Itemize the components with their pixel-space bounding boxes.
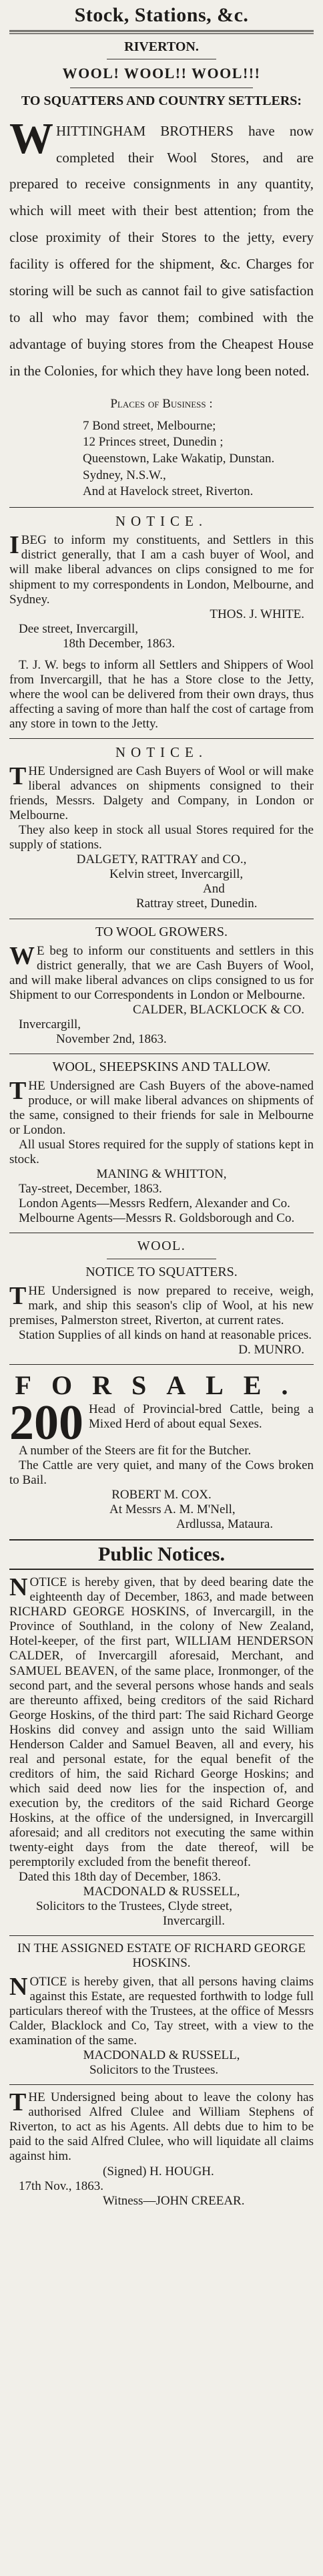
- drop-cap: W: [9, 941, 35, 970]
- ad-headline: WOOL, SHEEPSKINS AND TALLOW.: [52, 1059, 271, 1074]
- ad-body-text: HITTINGHAM BROTHERS have now completed their Wool Stores, and are prepared to receive consignments in any quantity, which will meet with their best attention; from the close proximity of their Stores to the jetty, every facility is offered for the shipment, &c. Charges for storing will be such as cannot fail to give satisfaction to all who may favor them; combined with the advantage of buying stores from the Cheapest House in the Colonies, for which they have long been noted.: [9, 122, 314, 379]
- ad-date: November 2nd, 1863.: [56, 1031, 167, 1046]
- notice-hoskins-deed: [9, 1575, 314, 1929]
- drop-cap: T: [9, 2088, 27, 2117]
- drop-cap: T: [9, 1077, 27, 1106]
- ad-postscript: T. J. W. begs to inform all Settlers and Shippers of Wool from Invercargill, that he has a Store close to the Jetty, where the wool can be delivered from their own drays, thus affecting a saving of more than half the cost of cartage from any store in town to the Jetty.: [9, 657, 314, 731]
- ad-signature: THOS. J. WHITE.: [210, 607, 304, 621]
- header-rule: [9, 30, 314, 34]
- notice-separator: [9, 1935, 314, 1936]
- ad-address: Rattray street, Dunedin.: [136, 897, 258, 911]
- notice-assigned-estate: [9, 1941, 314, 2078]
- ad-body-text: HE Undersigned are Cash Buyers of Wool or will make liberal advances on shipments consigned to their friends, Messrs. Dalgety and Company, in London or Melbourne.: [9, 764, 314, 823]
- ad-subhead: NOTICE TO SQUATTERS.: [85, 1264, 238, 1279]
- ad-body: [9, 533, 314, 607]
- ad-headline: WOOL! WOOL!! WOOL!!!: [62, 64, 261, 82]
- notice-witness: Witness—JOHN CREEAR.: [103, 2193, 245, 2208]
- place-item: Sydney, N.S.W.,: [83, 468, 166, 482]
- ad-place: RIVERTON.: [124, 39, 199, 54]
- ad-signature: DALGETY, RATTRAY and CO.,: [76, 852, 247, 867]
- ad-body-2: They also keep in stock all usual Stores required for the supply of stations.: [9, 823, 314, 852]
- ad-signature: D. MUNRO.: [238, 1342, 304, 1357]
- ad-body-text: HE Undersigned are Cash Buyers of the above-named produce, or will make liberal advances on shipments of the same, consigned to their friends for sale in Melbourne or London.: [9, 1079, 314, 1138]
- drop-cap: I: [9, 531, 19, 560]
- places-list: [9, 418, 314, 500]
- notice-separator: [9, 2084, 314, 2085]
- drop-cap: W: [9, 114, 53, 163]
- ad-body-2: A number of the Steers are fit for the Butcher.: [19, 1444, 252, 1458]
- ad-signature: ROBERT M. COX.: [111, 1488, 212, 1502]
- notice-signature: MACDONALD & RUSSELL,: [83, 2048, 240, 2063]
- ad-address: Dee street, Invercargill,: [19, 621, 139, 636]
- place-item: And at Havelock street, Riverton.: [83, 484, 254, 499]
- ad-calder: [9, 925, 314, 1047]
- ad-whittingham: [9, 39, 314, 500]
- ad-address: Kelvin street, Invercargill,: [109, 867, 244, 882]
- ad-body-2: Station Supplies of all kinds on hand at reasonable prices.: [19, 1327, 312, 1342]
- place-item: 12 Princes street, Dunedin ;: [83, 435, 224, 450]
- ad-headline: NOTICE.: [115, 513, 208, 530]
- notice-body: [9, 2090, 314, 2164]
- ad-maning: [9, 1060, 314, 1227]
- ad-body: [9, 941, 314, 1003]
- places-title: Places of Business :: [110, 396, 213, 411]
- ad-address: Ardlussa, Mataura.: [176, 1517, 274, 1532]
- ad-body-text: HE Undersigned is now prepared to receive, weigh, mark, and ship this season's clip of Wool, at his new premises, Palmerston street, Riverton, at current rates.: [9, 1283, 314, 1327]
- ad-body: [9, 764, 314, 823]
- ad-headline: TO WOOL GROWERS.: [95, 924, 228, 939]
- ad-address: At Messrs A. M. M'Nell,: [109, 1502, 236, 1517]
- notice-body-text: OTICE is hereby given, that by deed bearing date the eighteenth day of December, 1863, and made between RICHARD GEORGE HOSKINS, of Invercargill, in the Province of Southland, in the colony of New Zealand, Hotel-keeper, of the first part, WILLIAM HENDERSON CALDER, of Invercargill aforesaid, Merchant, and SAMUEL BEAVEN, of the same place, Ironmonger, of the second part, and the several persons whose hands and seals are thereunto affixed, being creditors of the said Richard George Hoskins, of the third part: The said Richard George Hoskins did convey and assign unto the said William Henderson Calder and Samuel Beaven, all and every, his real and personal estate, for the equal benefit of the creditors of him, the said Richard George Hoskins; and which said deed now lies for the inspection of, and execution by, the creditors of the said Richard George Hoskins, at the office of the undersigned, in Invercargill aforesaid; and all creditors not executing the same within twenty-eight days from the date thereof, will be peremptorily excluded from the benefit thereof.: [9, 1575, 314, 1869]
- ad-dalgety: [9, 744, 314, 912]
- notice-body: [9, 1575, 314, 1870]
- notice-date: 17th Nov., 1863.: [19, 2179, 104, 2193]
- ad-separator: [9, 507, 314, 508]
- ad-date: 18th December, 1863.: [63, 636, 176, 651]
- section-header: Stock, Stations, &c.: [74, 4, 249, 26]
- notice-place: Invercargill.: [163, 1914, 226, 1929]
- notice-body: [9, 1975, 314, 2048]
- notice-signature: MACDONALD & RUSSELL,: [83, 1884, 240, 1899]
- ad-body: [9, 1079, 314, 1138]
- notice-solicitors: Solicitors to the Trustees, Clyde street,: [36, 1899, 232, 1913]
- place-item: 7 Bond street, Melbourne;: [83, 418, 216, 433]
- notice-hough: [9, 2090, 314, 2208]
- ad-body-3: The Cattle are very quiet, and many of the Cows broken to Bail.: [9, 1458, 314, 1488]
- ad-agents: London Agents—Messrs Redfern, Alexander and Co.: [19, 1196, 290, 1211]
- ad-headline: WOOL.: [137, 1239, 186, 1254]
- drop-cap: T: [9, 762, 27, 791]
- drop-cap: N: [9, 1973, 28, 2001]
- ad-white: [9, 513, 314, 732]
- ad-separator: [9, 738, 314, 739]
- ad-address: Tay-street, December, 1863.: [19, 1182, 162, 1196]
- ad-body-2: All usual Stores required for the supply of stations kept in stock.: [9, 1138, 314, 1167]
- notice-body-text: HE Undersigned being about to leave the colony has authorised Alfred Clulee and William Stephens of Riverton, to act as his Agents. All debts due to him to be paid to the said Alfred Clulee, who will liquidate all claims against him.: [9, 2090, 314, 2164]
- notice-solicitors: Solicitors to the Trustees.: [89, 2063, 219, 2078]
- notice-headline: IN THE ASSIGNED ESTATE OF RICHARD GEORGE HOSKINS.: [17, 1941, 306, 1971]
- ad-subhead: TO SQUATTERS AND COUNTRY SETTLERS:: [21, 93, 302, 108]
- ad-signature: CALDER, BLACKLOCK & CO.: [132, 1002, 304, 1017]
- public-notices-header: Public Notices.: [9, 1539, 314, 1571]
- notice-date: Dated this 18th day of December, 1863.: [19, 1869, 222, 1884]
- ad-body-text: E beg to inform our constituents and settlers in this district generally, that we are Cash Buyers of Wool, and will make liberal advances on clips consigned to us for Shipment to our Correspondents in London or Melbourne.: [9, 943, 314, 1002]
- ad-body: [9, 1281, 314, 1328]
- notice-signed: (Signed) H. HOUGH.: [103, 2164, 214, 2179]
- ad-munro: [9, 1239, 314, 1357]
- drop-cap: T: [9, 1281, 27, 1310]
- place-item: Queenstown, Lake Wakatip, Dunstan.: [83, 452, 275, 466]
- ad-address: Invercargill,: [19, 1017, 81, 1031]
- drop-cap: N: [9, 1573, 28, 1602]
- ad-body-text: Head of Provincial-bred Cattle, being a Mixed Herd of about equal Sexes.: [89, 1402, 314, 1432]
- ad-signature: MANING & WHITTON,: [96, 1167, 227, 1182]
- ad-address: And: [203, 882, 225, 897]
- cattle-count: 200: [9, 1396, 83, 1451]
- ad-body-text: BEG to inform my constituents, and Settlers in this district generally, that I am a cash buyer of Wool, and will make liberal advances on clips consigned to me for shipment to my correspondents in London, Melbourne, and Sydney.: [9, 533, 314, 607]
- ad-agents: Melbourne Agents—Messrs R. Goldsborough and Co.: [19, 1211, 295, 1226]
- ad-headline: NOTICE.: [115, 744, 208, 760]
- ad-headline: FORSALE.: [15, 1370, 308, 1400]
- ad-cox: [9, 1370, 314, 1533]
- ad-separator: [9, 1364, 314, 1365]
- notice-body-text: OTICE is hereby given, that all persons having claims against this Estate, are requested forthwith to lodge full particulars thereof with the Trustees, at the office of Messrs Calder, Blacklock and Co, Tay street, with a view to the examination of the same.: [9, 1975, 314, 2048]
- ad-body: [9, 114, 314, 385]
